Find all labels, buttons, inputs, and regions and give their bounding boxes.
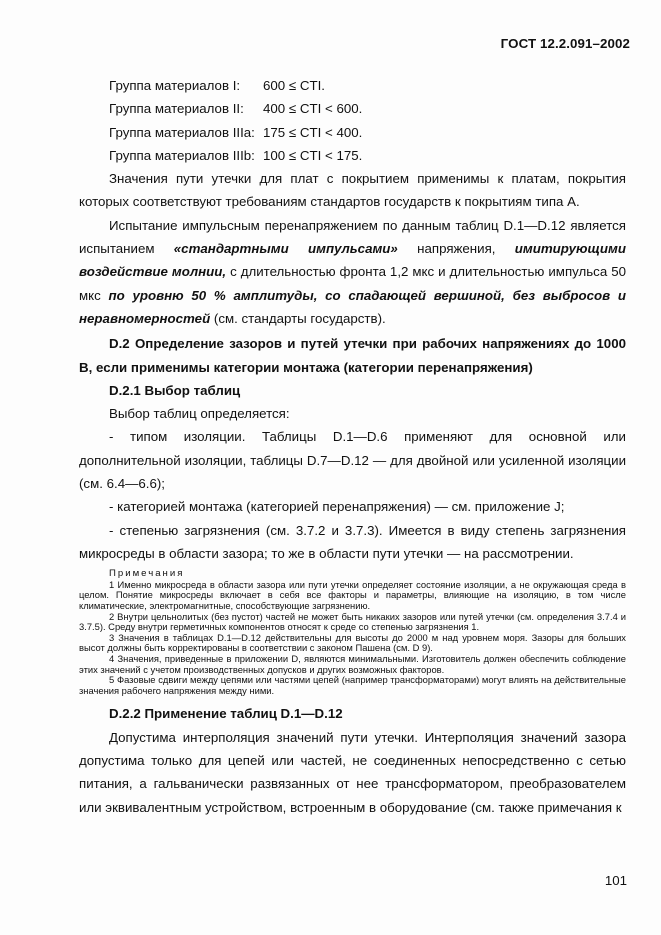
group-value: 600 ≤ CTI.: [263, 78, 325, 93]
emphasis-text: «стандартными импульсами»: [173, 241, 398, 257]
group-value: 400 ≤ CTI < 600.: [263, 101, 363, 117]
note-item: 4 Значения, приведенные в приложении D, являются минимальными. Изготовитель должен обеспечить соблюдение этих значений с учетом производственных допусков и других возможных факторов.: [79, 652, 626, 675]
group-label: Группа материалов II:: [109, 101, 244, 117]
paragraph-coated-boards: Значения пути утечки для плат с покрытием применимы к платам, покрытия которых соответствуют требованиям стандартов государств к покрытиям типа А.: [79, 171, 626, 210]
material-group-row: [79, 121, 626, 144]
section-heading-d22: D.2.2 Применение таблиц D.1—D.12: [109, 706, 343, 722]
group-value: 175 ≤ CTI < 400.: [263, 124, 363, 140]
list-item: - категорией монтажа (категорией перенапряжения) — см. приложение J;: [109, 499, 565, 515]
emphasis-text: по уровню 50 % амплитуды, со спадающей вершиной, без выбросов и неравномерностей: [79, 287, 627, 326]
text-span: (см. стандарты государств).: [210, 310, 386, 326]
paragraph-selection-intro: Выбор таблиц определяется:: [109, 406, 290, 422]
group-label: Группа материалов I:: [109, 78, 241, 93]
group-value: 100 ≤ CTI < 175.: [263, 147, 363, 163]
paragraph-interpolation: Допустима интерполяция значений пути утечки. Интерполяция значений зазора допустима только для цепей или частей, не соединенных непосредственно с сетью питания, а гальванически развязанных от нее трансформатором, преобразователем или эквивалентным устройством, встроенным в оборудование (см. также примечания к: [79, 729, 626, 815]
material-group-row: [79, 144, 626, 167]
note-item: 2 Внутри цельнолитых (без пустот) частей не может быть никаких зазоров или путей утечки (см. определения 3.7.4 и 3.7.5). Среду внутри герметичных компонентов относят к среде со степенью загрязнения 1.: [79, 610, 626, 633]
group-label: Группа материалов IIIb:: [109, 147, 255, 163]
page-number: 101: [604, 873, 627, 888]
text-span: Испытание импульсным перенапряжением по данным таблиц D.1—D.12 является испытанием: [79, 217, 626, 257]
group-label: Группа материалов IIIa:: [109, 124, 255, 140]
section-heading-d2: D.2 Определение зазоров и путей утечки при рабочих напряжениях до 1000 В, если применимы категории монтажа (категории перенапряжения): [79, 336, 626, 375]
note-item: 1 Именно микросреда в области зазора или пути утечки определяет состояние изоляции, а не окружающая среда в целом. Понятие микросреды включает в себя все факторы и параметры, влияющие на изоляцию, в том числе климатические, электромагнитные, способствующие загрязнению.: [79, 578, 626, 612]
notes-block: [79, 569, 626, 696]
text-span: с длительностью фронта 1,2 мкс и длительностью импульса 50 мкс: [79, 264, 626, 303]
note-item: 5 Фазовые сдвиги между цепями или частями цепей (например трансформаторами) могут влиять на действительные значения рабочего напряжения между ними.: [79, 674, 626, 696]
document-header: ГОСТ 12.2.091–2002: [500, 36, 630, 51]
text-span: напряжения,: [397, 241, 515, 257]
list-item: - типом изоляции. Таблицы D.1—D.6 применяют для основной или дополнительной изоляции, таблицы D.7—D.12 — для двойной или усиленной изоляции (см. 6.4—6.6);: [79, 429, 626, 492]
material-group-row: [79, 74, 626, 97]
section-heading-d21: D.2.1 Выбор таблиц: [109, 382, 241, 398]
document-body: [79, 74, 626, 819]
emphasis-text: имитирующими воздействие молнии,: [79, 241, 626, 280]
material-group-row: [79, 97, 626, 120]
notes-title: Примечания: [109, 568, 185, 580]
list-item: - степенью загрязнения (см. 3.7.2 и 3.7.3). Имеется в виду степень загрязнения микросреды в области зазора; то же в области пути утечки — на рассмотрении.: [79, 522, 626, 561]
note-item: 3 Значения в таблицах D.1—D.12 действительны для высоты до 2000 м над уровнем моря. Зазоры для больших высот должны быть корректированы в соответствии с законом Пашена (см. D 9).: [79, 631, 626, 654]
material-groups-list: [79, 74, 626, 167]
paragraph-impulse-test: [79, 214, 626, 330]
